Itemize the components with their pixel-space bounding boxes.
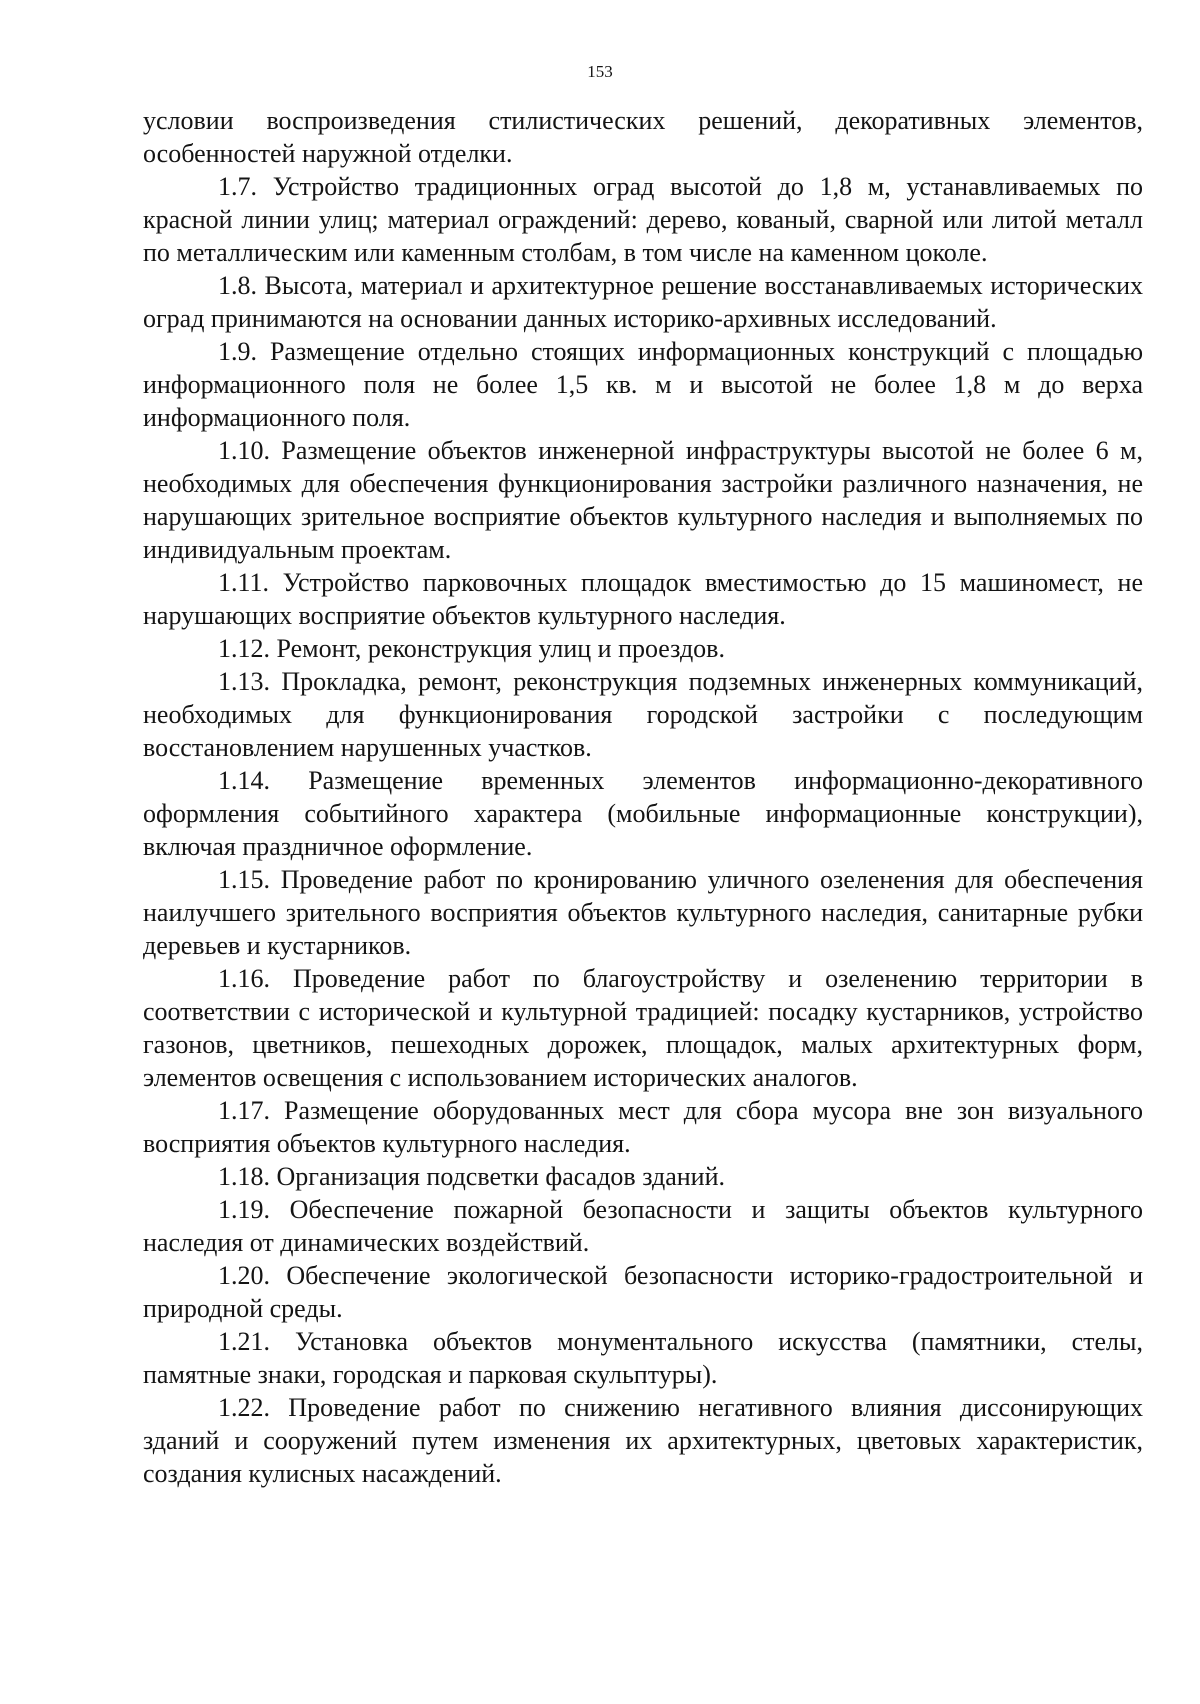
paragraph-1-13: 1.13. Прокладка, ремонт, реконструкция подземных инженерных коммуникаций, необходимых для функционирования городской застройки с последующим восстановлением нарушенных участков.: [143, 667, 1143, 762]
paragraph-1-22: 1.22. Проведение работ по снижению негативного влияния диссонирующих зданий и сооружений путем изменения их архитектурных, цветовых характеристик, создания кулисных насаждений.: [143, 1393, 1143, 1488]
paragraph-1-10: 1.10. Размещение объектов инженерной инфраструктуры высотой не более 6 м, необходимых для обеспечения функционирования застройки различного назначения, не нарушающих зрительное восприятие объектов культурного наследия и выполняемых по индивидуальным проектам.: [143, 436, 1143, 564]
paragraph-1-9: 1.9. Размещение отдельно стоящих информационных конструкций с площадью информационного поля не более 1,5 кв. м и высотой не более 1,8 м до верха информационного поля.: [143, 337, 1143, 432]
paragraph-1-20: 1.20. Обеспечение экологической безопасности историко-градостроительной и природной среды.: [143, 1261, 1143, 1323]
paragraph-1-11: 1.11. Устройство парковочных площадок вместимостью до 15 машиномест, не нарушающих восприятие объектов культурного наследия.: [143, 568, 1143, 630]
paragraph-1-19: 1.19. Обеспечение пожарной безопасности и защиты объектов культурного наследия от динамических воздействий.: [143, 1195, 1143, 1257]
paragraph-1-21: 1.21. Установка объектов монументального искусства (памятники, стелы, памятные знаки, городская и парковая скульптуры).: [143, 1327, 1143, 1389]
document-body: [143, 104, 1143, 1490]
page-number: 153: [587, 62, 613, 81]
paragraph-1-14: 1.14. Размещение временных элементов информационно-декоративного оформления событийного характера (мобильные информационные конструкции), включая праздничное оформление.: [143, 766, 1143, 861]
paragraph-1-15: 1.15. Проведение работ по кронированию уличного озеленения для обеспечения наилучшего зрительного восприятия объектов культурного наследия, санитарные рубки деревьев и кустарников.: [143, 865, 1143, 960]
paragraph-1-17: 1.17. Размещение оборудованных мест для сбора мусора вне зон визуального восприятия объектов культурного наследия.: [143, 1096, 1143, 1158]
paragraph-1-12: 1.12. Ремонт, реконструкция улиц и проездов.: [218, 634, 725, 663]
paragraph-1-16: 1.16. Проведение работ по благоустройству и озеленению территории в соответствии с исторической и культурной традицией: посадку кустарников, устройство газонов, цветников, пешеходных дорожек, площадок, малых архитектурных форм, элементов освещения с использованием исторических аналогов.: [143, 964, 1143, 1092]
paragraph-1-8: 1.8. Высота, материал и архитектурное решение восстанавливаемых исторических оград принимаются на основании данных историко-архивных исследований.: [143, 271, 1143, 333]
paragraph-1-7: 1.7. Устройство традиционных оград высотой до 1,8 м, устанавливаемых по красной линии улиц; материал ограждений: дерево, кованый, сварной или литой металл по металлическим или каменным столбам, в том числе на каменном цоколе.: [143, 172, 1143, 267]
paragraph-continuation: условии воспроизведения стилистических решений, декоративных элементов, особенностей наружной отделки.: [143, 106, 1143, 168]
paragraph-1-18: 1.18. Организация подсветки фасадов зданий.: [218, 1162, 726, 1191]
